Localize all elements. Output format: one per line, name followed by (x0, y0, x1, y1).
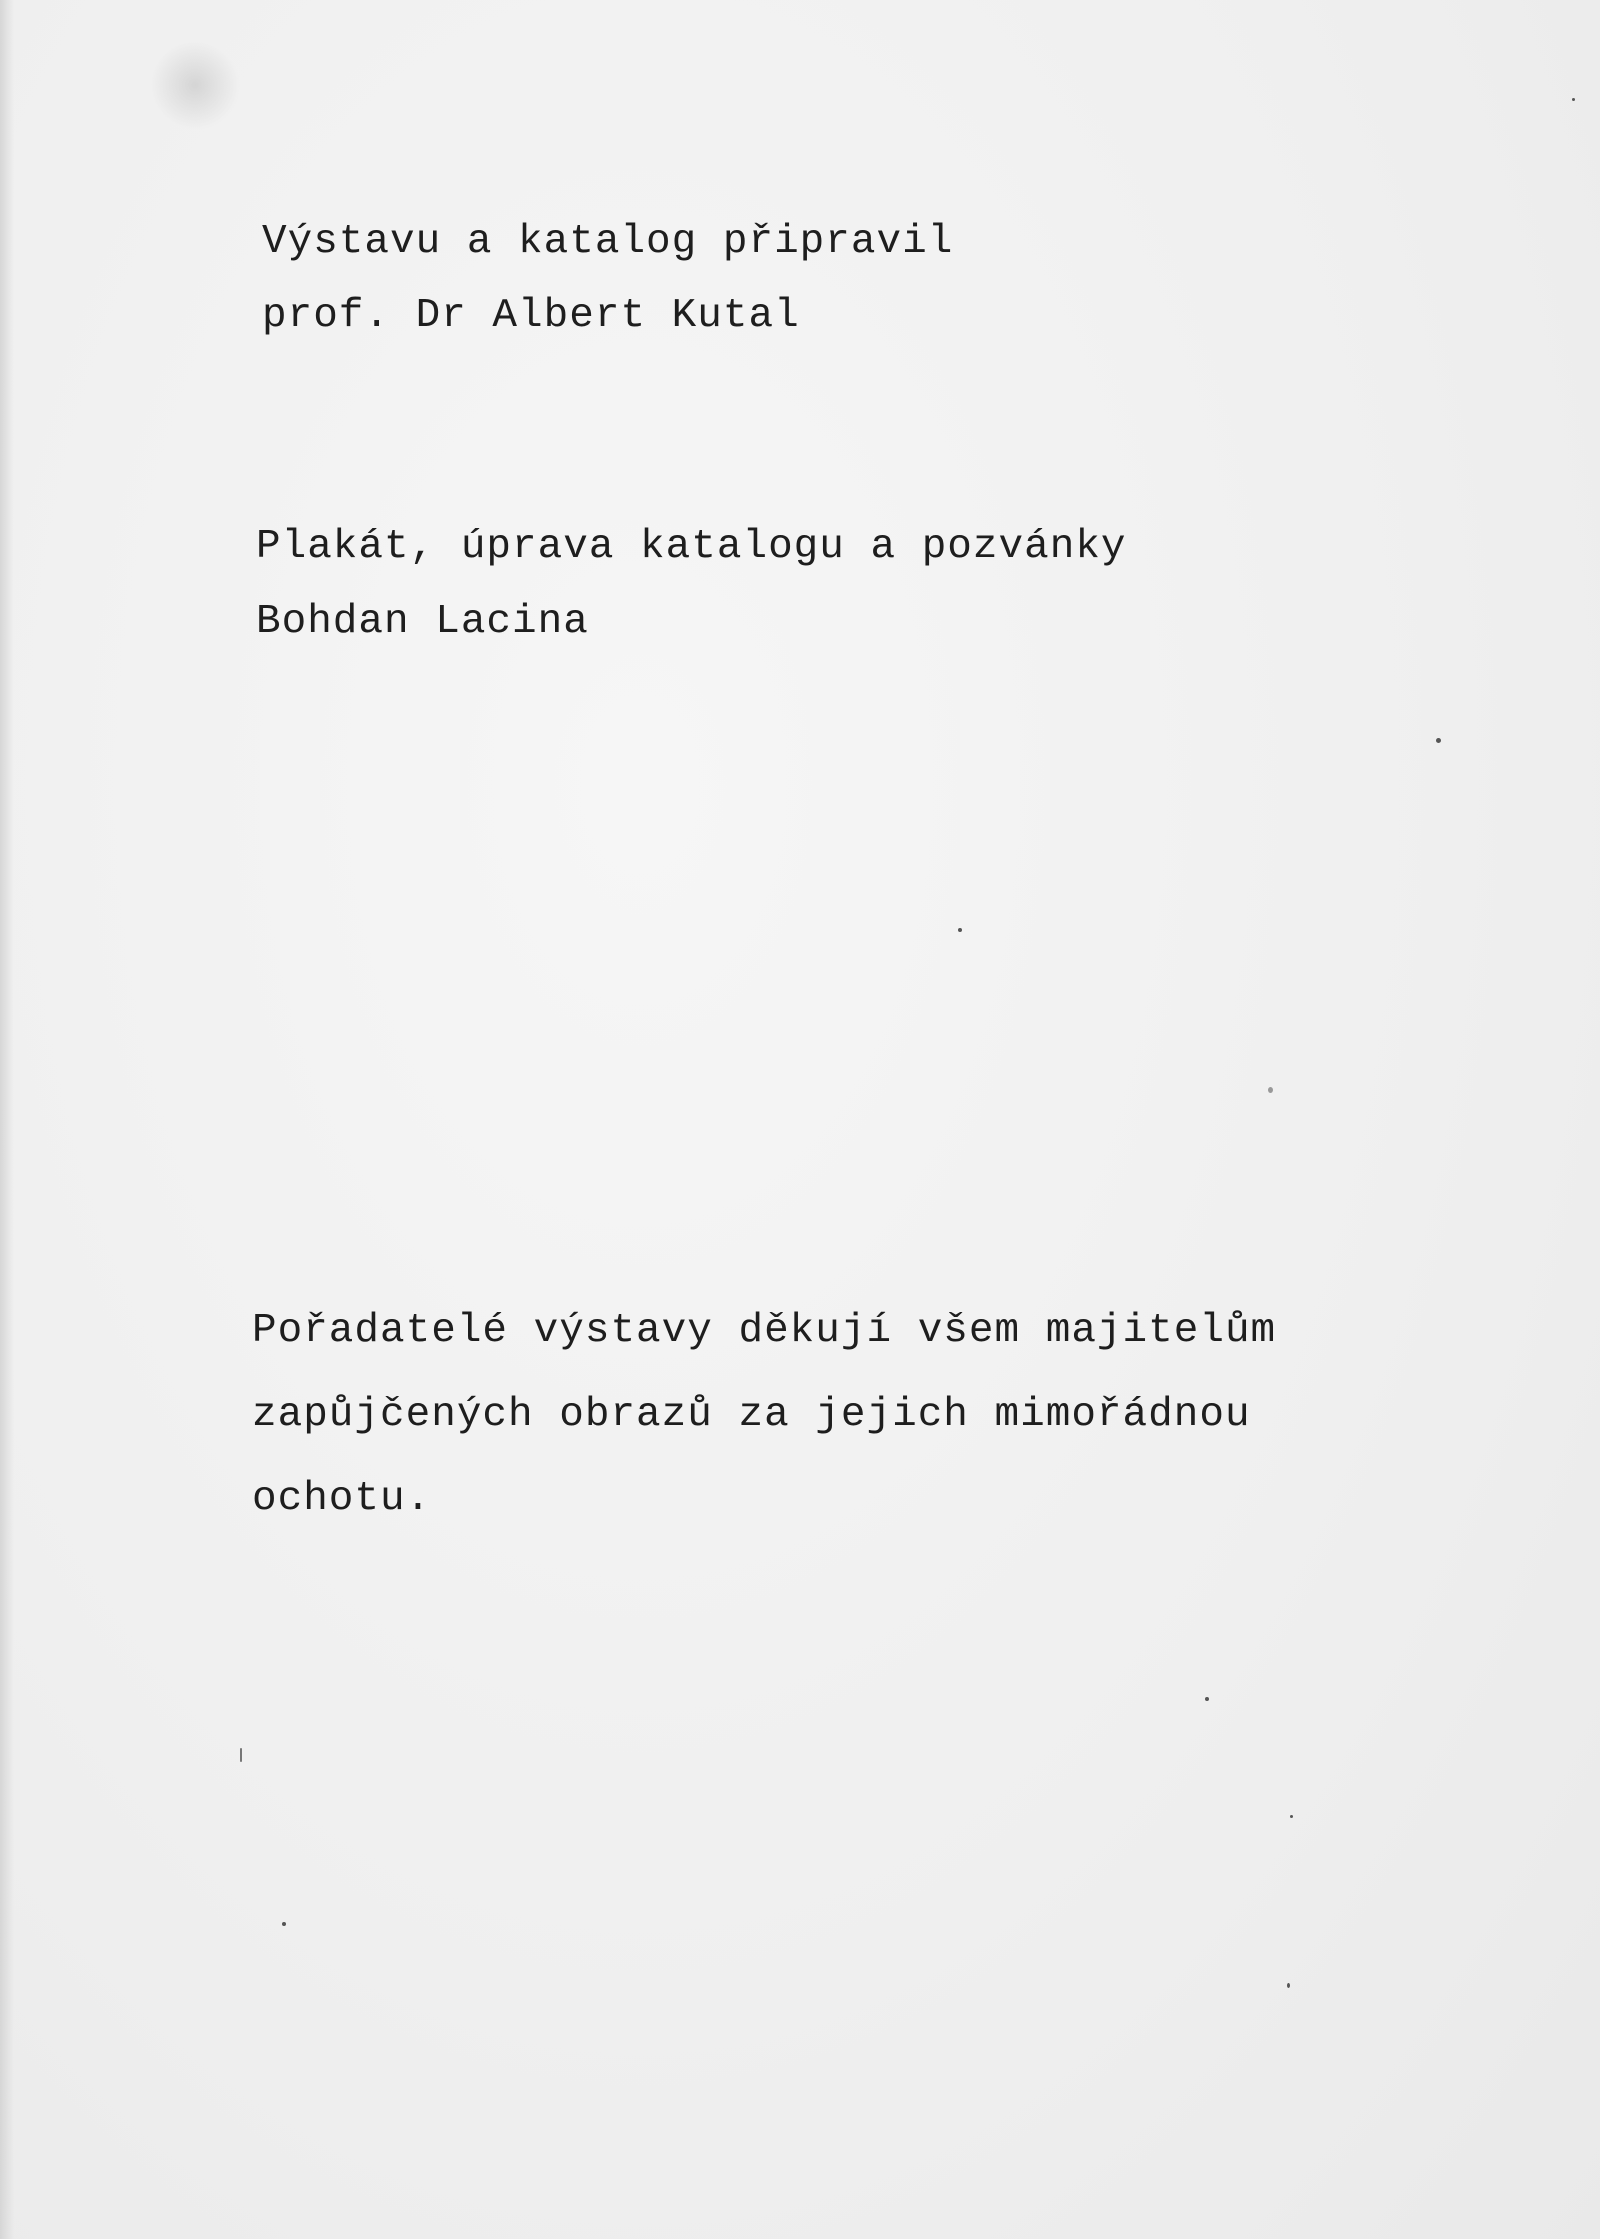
exhibition-credit (262, 219, 954, 339)
paper-speck (1268, 1087, 1273, 1093)
acknowledgement-line: zapůjčených obrazů za jejich mimořádnou (252, 1392, 1251, 1438)
exhibition-credit-name: prof. Dr Albert Kutal (262, 293, 800, 339)
paper-speck (1436, 738, 1441, 743)
design-credit (256, 524, 1127, 645)
paper-speck (1287, 1983, 1290, 1988)
paper-speck (1290, 1815, 1293, 1818)
paper-speck (958, 928, 962, 932)
acknowledgement-line: Pořadatelé výstavy děkují všem majitelům (252, 1308, 1277, 1354)
page-edge-shadow (0, 0, 14, 2239)
design-credit-name: Bohdan Lacina (256, 599, 589, 645)
paper-speck (282, 1922, 286, 1926)
exhibition-credit-role: Výstavu a katalog připravil (262, 219, 954, 265)
acknowledgement-line: ochotu. (252, 1476, 432, 1522)
paper-smudge (150, 40, 240, 130)
paper-speck (240, 1748, 242, 1762)
paper-speck (1572, 98, 1575, 101)
paper-speck (1205, 1697, 1209, 1701)
acknowledgement-paragraph (252, 1308, 1277, 1522)
design-credit-role: Plakát, úprava katalogu a pozvánky (256, 524, 1127, 570)
